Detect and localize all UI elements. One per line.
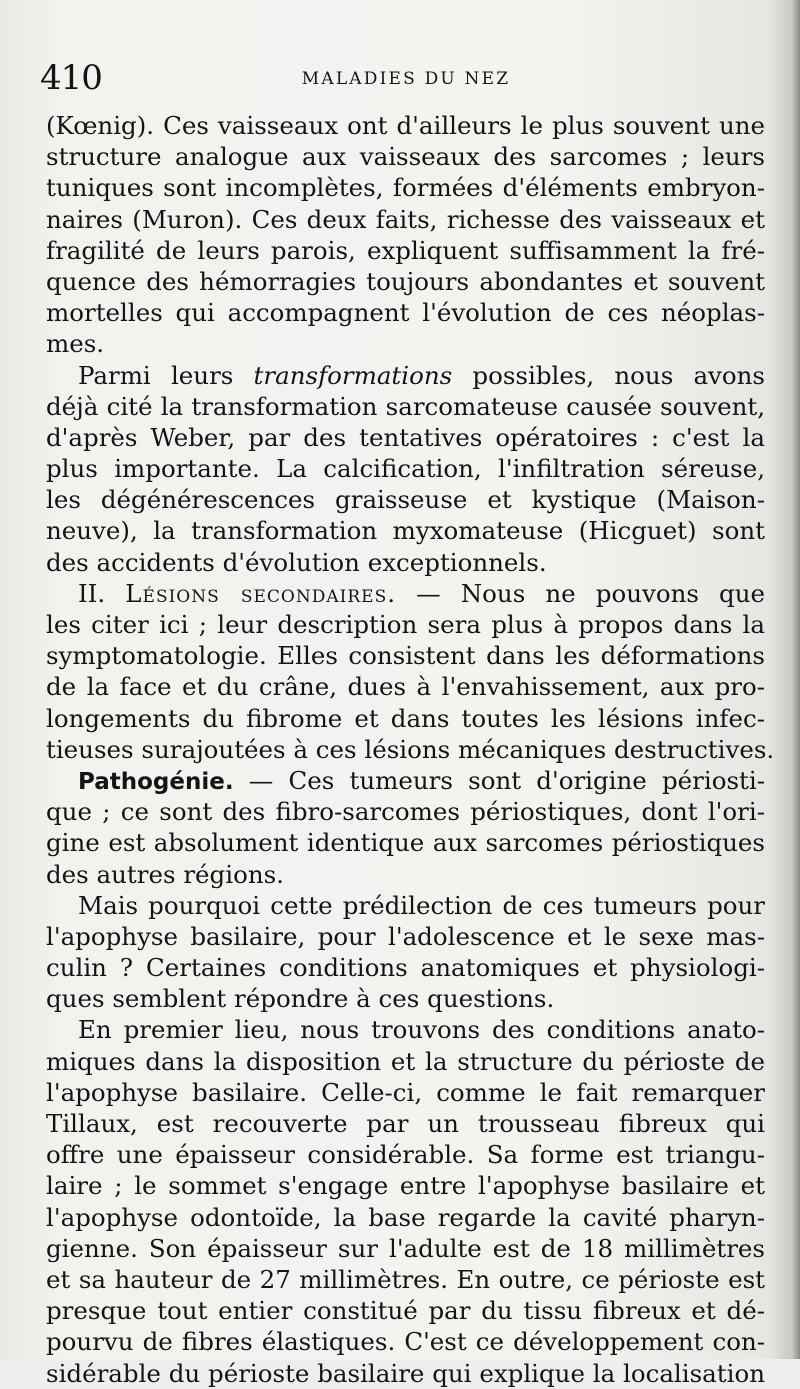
text-line: naires (Muron). Ces deux faits, richesse des vaisseaux et	[46, 204, 765, 234]
text-line: structure analogue aux vaisseaux des sarcomes ; leurs	[46, 142, 765, 172]
text-line: d'après Weber, par des tentatives opératoires : c'est la	[46, 422, 765, 452]
text-line: gine est absolument identique aux sarcomes périostiques	[46, 828, 765, 858]
text-line: les dégénérescences graisseuse et kystique (Maison-	[46, 485, 765, 515]
text-line: mortelles qui accompagnent l'évolution de ces néoplas-	[46, 298, 765, 328]
page-header	[40, 58, 772, 98]
text-line: Mais pourquoi cette prédilection de ces tumeurs pour	[78, 890, 765, 920]
text-line: des autres régions.	[46, 859, 284, 889]
text-line: miques dans la disposition et la structure du périoste de	[46, 1046, 765, 1076]
text-line: culin ? Certaines conditions anatomiques et physiologi-	[46, 953, 765, 983]
text-line: et sa hauteur de 27 millimètres. En outre, ce périoste est	[46, 1264, 765, 1294]
text-line: tuniques sont incomplètes, formées d'éléments embryon-	[46, 173, 765, 203]
text-line: symptomatologie. Elles consistent dans les déformations	[46, 641, 765, 671]
text-line: Pathogénie. — Ces tumeurs sont d'origine périosti-	[78, 765, 765, 795]
text-line: Parmi leurs transformations possibles, nous avons	[78, 360, 765, 390]
text-line: tieuses surajoutées à ces lésions mécaniques destructives.	[46, 734, 775, 764]
text-line: sidérable du périoste basilaire qui explique la localisation	[46, 1358, 765, 1388]
text-line: Tillaux, est recouverte par un trousseau fibreux qui	[46, 1109, 765, 1138]
text-line: longements du fibrome et dans toutes les lésions infec-	[46, 703, 765, 733]
text-line: neuve), la transformation myxomateuse (Hicguet) sont	[46, 516, 765, 546]
section-heading: Pathogénie.	[78, 768, 234, 795]
text-line: des accidents d'évolution exceptionnels.	[46, 547, 547, 577]
text-line: ques semblent répondre à ces questions.	[46, 984, 555, 1014]
text-line: laire ; le sommet s'engage entre l'apophyse basilaire et	[46, 1171, 765, 1201]
text-line: déjà cité la transformation sarcomateuse causée souvent,	[46, 391, 765, 421]
text-line: les citer ici ; leur description sera plus à propos dans la	[46, 610, 765, 639]
text-line: plus importante. La calcification, l'infiltration séreuse,	[46, 454, 765, 484]
text-line: mes.	[46, 329, 105, 359]
text-line: l'apophyse basilaire. Celle-ci, comme le fait remarquer	[46, 1077, 765, 1107]
text-line: (Kœnig). Ces vaisseaux ont d'ailleurs le plus souvent une	[46, 111, 765, 140]
running-title: MALADIES DU NEZ	[301, 69, 511, 89]
text-line: l'apophyse odontoïde, la base regarde la cavité pharyn-	[46, 1202, 765, 1232]
text-line: que ; ce sont des fibro-sarcomes périostiques, dont l'ori-	[46, 797, 765, 827]
text-line: fragilité de leurs parois, expliquent suffisamment la fré-	[46, 235, 765, 265]
italic-term: transformations	[253, 360, 453, 390]
body-text	[46, 110, 775, 1389]
text-line: II. Lésions secondaires. — Nous ne pouvons que	[78, 578, 765, 608]
text-line: de la face et du crâne, dues à l'envahissement, aux pro-	[46, 672, 765, 702]
text-line: l'apophyse basilaire, pour l'adolescence et le sexe mas-	[46, 921, 765, 951]
text-line: offre une épaisseur considérable. Sa forme est triangu-	[46, 1140, 765, 1170]
text-line: gienne. Son épaisseur sur l'adulte est de 18 millimètres	[46, 1233, 765, 1263]
section-heading: Lésions secondaires.	[125, 578, 397, 608]
text-line: En premier lieu, nous trouvons des conditions anato-	[78, 1015, 765, 1045]
text-line: pourvu de fibres élastiques. C'est ce développement con-	[46, 1327, 765, 1357]
text-line: quence des hémorragies toujours abondantes et souvent	[46, 266, 765, 296]
text-line: presque tout entier constitué par du tissu fibreux et dé-	[46, 1296, 765, 1326]
page-number: 410	[40, 58, 102, 98]
